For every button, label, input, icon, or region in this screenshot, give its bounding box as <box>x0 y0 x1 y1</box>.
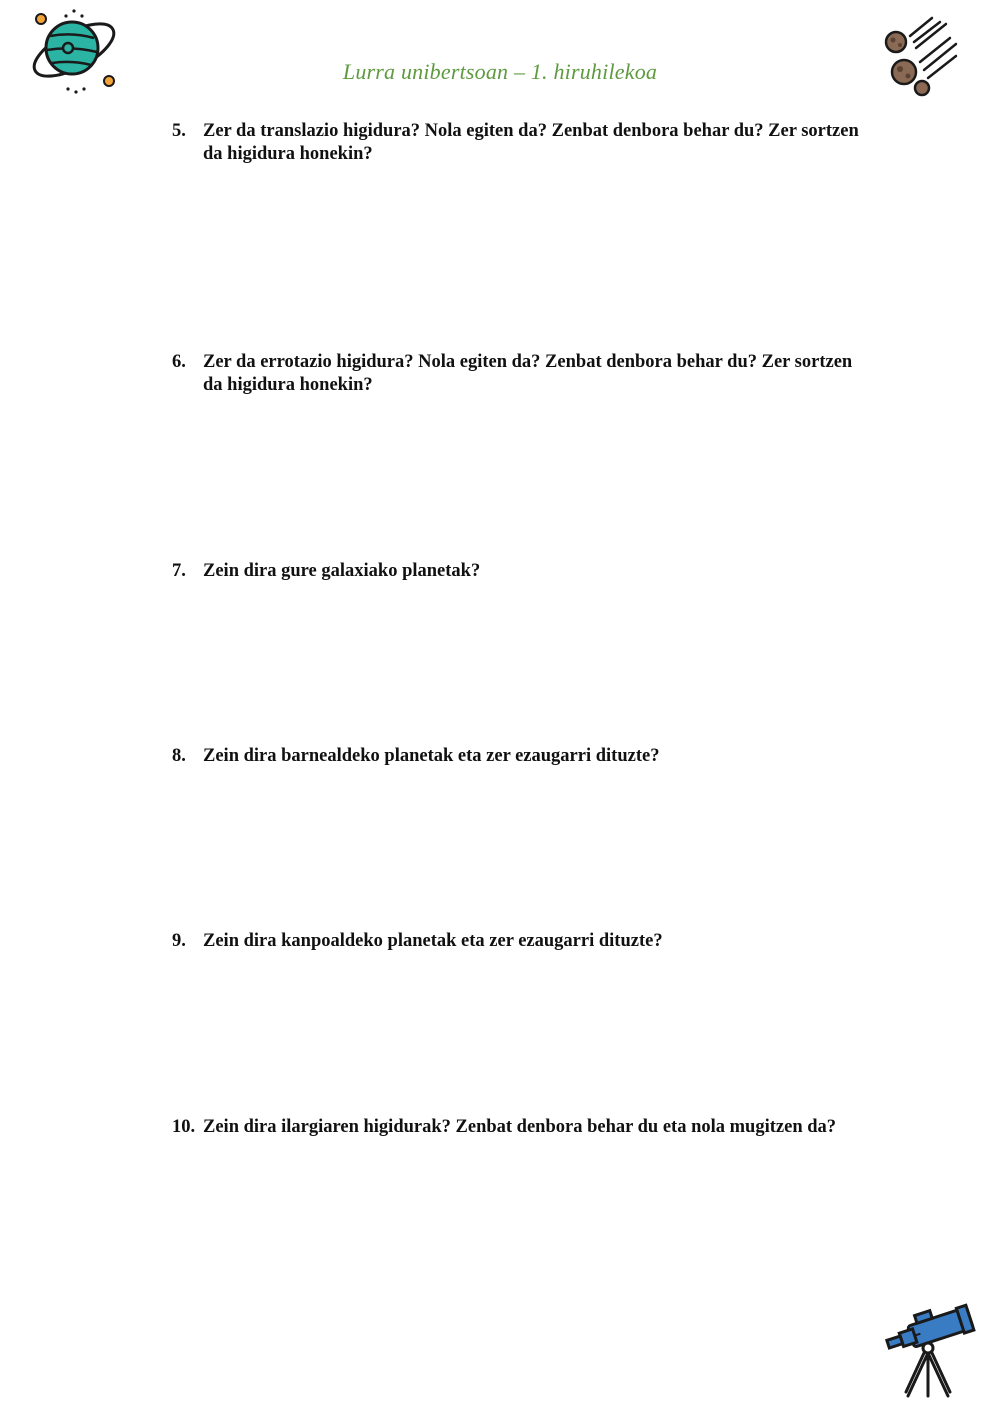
question-5 <box>172 120 862 166</box>
question-number: 10. <box>172 1117 196 1137</box>
question-6 <box>172 351 862 397</box>
question-text: Zein dira gure galaxiako planetak? <box>203 561 481 581</box>
question-7 <box>172 560 862 583</box>
question-text: Zer da errotazio higidura? Nola egiten da? Zenbat denbora behar du? Zer sortzen da higidura honekin? <box>203 352 853 395</box>
question-text: Zein dira barnealdeko planetak eta zer ezaugarri dituzte? <box>203 746 660 766</box>
question-text: Zein dira kanpoaldeko planetak eta zer ezaugarri dituzte? <box>203 931 663 951</box>
question-number: 6. <box>172 352 186 372</box>
page-title: Lurra unibertsoan – 1. hiruhilekoa <box>342 59 658 84</box>
question-text: Zer da translazio higidura? Nola egiten da? Zenbat denbora behar du? Zer sortzen da higidura honekin? <box>203 121 859 164</box>
question-9 <box>172 930 862 953</box>
question-text: Zein dira ilargiaren higidurak? Zenbat denbora behar du eta nola mugitzen da? <box>203 1117 837 1137</box>
question-number: 9. <box>172 931 186 951</box>
question-number: 8. <box>172 746 186 766</box>
question-10 <box>172 1116 862 1139</box>
telescope-icon <box>880 1300 980 1400</box>
question-number: 5. <box>172 121 186 141</box>
question-number: 7. <box>172 561 186 581</box>
meteor-icon <box>880 14 964 98</box>
question-8 <box>172 745 862 768</box>
